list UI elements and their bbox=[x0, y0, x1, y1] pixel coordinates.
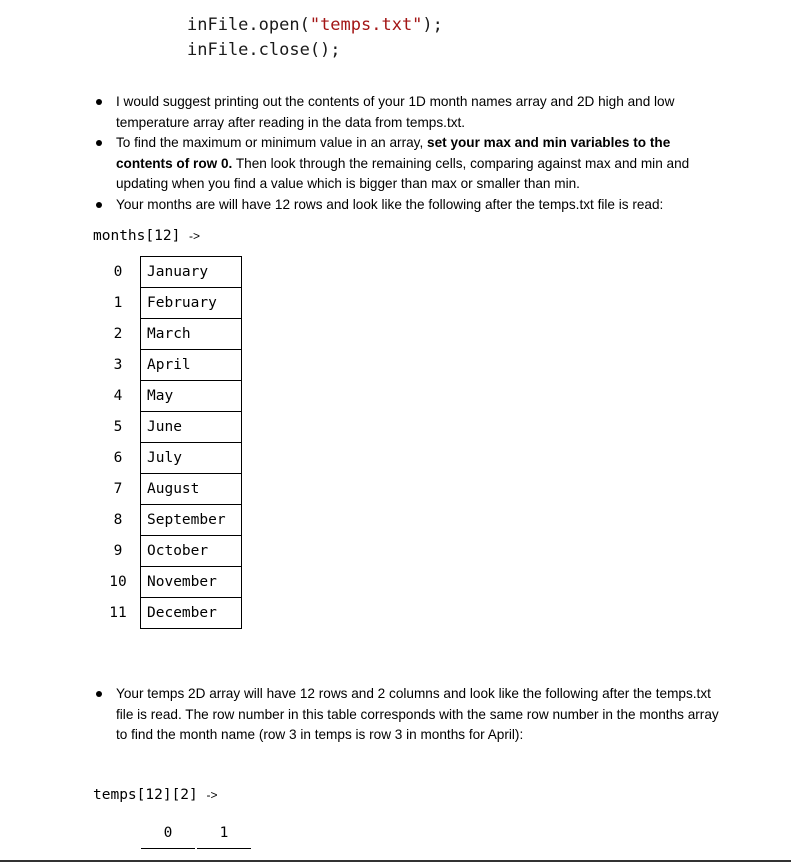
temps-arrow: -> bbox=[206, 788, 218, 802]
month-row bbox=[96, 288, 242, 319]
month-name-cell: October bbox=[141, 536, 242, 567]
month-index: 8 bbox=[113, 512, 123, 528]
month-index: 9 bbox=[113, 543, 123, 559]
month-row bbox=[96, 505, 242, 536]
month-index: 6 bbox=[113, 450, 123, 466]
month-index: 3 bbox=[113, 357, 123, 373]
months-table bbox=[96, 256, 242, 629]
month-index: 0 bbox=[113, 264, 123, 280]
bullet-months-description: Your months are will have 12 rows and look like the following after the temps.txt file is read: bbox=[90, 195, 730, 216]
bullet-max-min bbox=[90, 133, 730, 195]
bullet-max-min-text-after: Then look through the remaining cells, comparing against max and min and updating when you find a value which is bigger than max or smaller than min. bbox=[116, 155, 690, 191]
page-bottom-rule bbox=[0, 860, 791, 862]
month-row bbox=[96, 350, 242, 381]
month-name-cell: August bbox=[141, 474, 242, 505]
code-line-open bbox=[187, 15, 443, 35]
month-index: 4 bbox=[113, 388, 123, 404]
months-array-label bbox=[93, 228, 200, 244]
code-open-call: inFile.open( bbox=[187, 15, 310, 35]
bullet-print-arrays: I would suggest printing out the contents of your 1D month names array and 2D high and low temperature array after reading in the data from temps.txt. bbox=[90, 92, 730, 133]
month-row bbox=[96, 536, 242, 567]
month-name-cell: January bbox=[141, 257, 242, 288]
code-filename-string: "temps.txt" bbox=[309, 15, 423, 35]
temps-bullet-list bbox=[90, 684, 730, 746]
month-name-cell: November bbox=[141, 567, 242, 598]
month-index: 2 bbox=[113, 326, 123, 342]
month-row bbox=[96, 598, 242, 629]
month-index: 5 bbox=[113, 419, 123, 435]
bullet-max-min-bold: set your max and min variables to the contents of row 0. bbox=[116, 135, 671, 171]
temps-array-name: temps[12][2] bbox=[93, 787, 198, 803]
month-name-cell: July bbox=[141, 443, 242, 474]
month-name-cell: May bbox=[141, 381, 242, 412]
month-row bbox=[96, 319, 242, 350]
month-row bbox=[96, 412, 242, 443]
month-index: 11 bbox=[109, 605, 127, 621]
bullet-temps-description: Your temps 2D array will have 12 rows and 2 columns and look like the following after the temps.txt file is read. The row number in this table corresponds with the same row number in the months array to find the month name (row 3 in temps is row 3 in months for April): bbox=[90, 684, 730, 746]
month-row bbox=[96, 381, 242, 412]
code-open-suffix: ); bbox=[422, 15, 443, 35]
month-index: 7 bbox=[113, 481, 123, 497]
month-name-cell: September bbox=[141, 505, 242, 536]
instruction-bullets bbox=[90, 92, 730, 215]
months-arrow: -> bbox=[189, 229, 201, 243]
month-row bbox=[96, 443, 242, 474]
month-name-cell: December bbox=[141, 598, 242, 629]
month-row bbox=[96, 474, 242, 505]
months-array-name: months[12] bbox=[93, 228, 181, 244]
temps-column-1: 1 bbox=[197, 825, 251, 849]
temps-array-label bbox=[93, 787, 218, 803]
month-name-cell: March bbox=[141, 319, 242, 350]
month-name-cell: April bbox=[141, 350, 242, 381]
month-name-cell: February bbox=[141, 288, 242, 319]
month-row bbox=[96, 257, 242, 288]
month-row bbox=[96, 567, 242, 598]
month-name-cell: June bbox=[141, 412, 242, 443]
month-index: 10 bbox=[109, 574, 127, 590]
temps-column-0: 0 bbox=[141, 825, 195, 849]
bullet-max-min-text-before: To find the maximum or minimum value in an array, bbox=[116, 135, 428, 150]
code-line-close: inFile.close(); bbox=[187, 40, 341, 60]
month-index: 1 bbox=[113, 295, 123, 311]
